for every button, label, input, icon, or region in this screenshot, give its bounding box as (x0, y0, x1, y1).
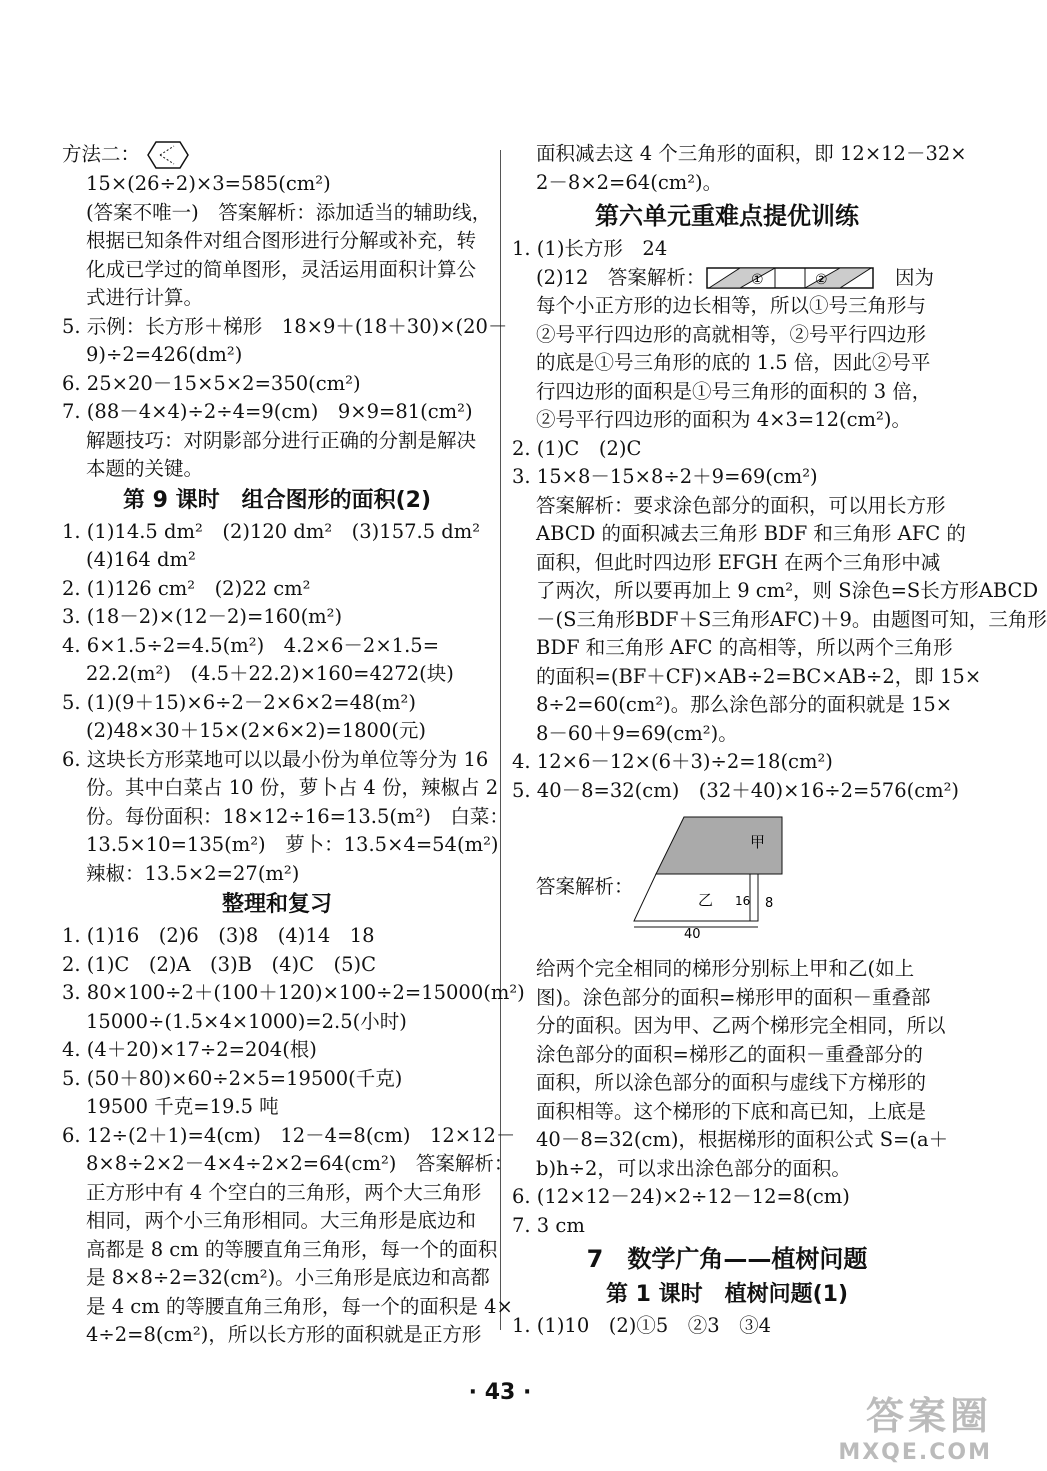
answer-line (512, 663, 982, 692)
answer-line (512, 1212, 942, 1241)
answer-line (62, 256, 492, 285)
line-text: (答案不唯一) 答案解析：添加适当的辅助线， (86, 200, 492, 224)
label-yi: 乙 (698, 891, 714, 909)
line-text: 9)÷2=426(dm²) (86, 343, 243, 366)
line-text: 7 数学广角——植树问题 (586, 1245, 868, 1273)
line-text: 5. 示例：长方形＋梯形 18×9＋(18＋30)×(20－ (62, 314, 508, 338)
line-text: 22.2(m²) (4.5＋22.2)×160=4272(块) (86, 662, 454, 685)
answer-line (62, 922, 492, 951)
answer-line (512, 720, 942, 749)
watermark-logo: 答案圈 (865, 1394, 992, 1438)
page-number: · 43 · (468, 1380, 532, 1405)
answer-line (512, 748, 942, 777)
line-text: 4. 12×6－12×(6＋3)÷2=18(cm²) (512, 750, 833, 773)
answer-line (512, 235, 942, 264)
line-text: 2. (1)C (2)C (512, 436, 642, 460)
line-text: 每个小正方形的边长相等，所以①号三角形与 (536, 294, 927, 317)
line-text: 是 8×8÷2=32(cm²)。小三角形是底边和高都 (86, 1266, 490, 1289)
line-text: ②号平行四边形的高就相等，②号平行四边形 (536, 322, 927, 346)
line-text: 分的面积。因为甲、乙两个梯形完全相同，所以 (536, 1014, 946, 1037)
line-text: 第六单元重难点提优训练 (595, 202, 859, 230)
answer-line (62, 1236, 498, 1265)
strip-diagram-icon (705, 265, 875, 291)
line-text: 40－8=32(cm)，根据梯形的面积公式 S=(a＋ (536, 1128, 949, 1151)
answer-line (512, 1126, 949, 1155)
answer-line (512, 492, 946, 521)
trapezoid-diagram (632, 809, 812, 942)
answer-line (512, 321, 942, 350)
line-text: ②号平行四边形的面积为 4×3=12(cm²)。 (536, 408, 911, 431)
answer-line (62, 979, 525, 1008)
line-text: 5. 40－8=32(cm) (32＋40)×16÷2=576(cm²) (512, 778, 960, 802)
line-text: －(S三角形BDF＋S三角形AFC)＋9。由题图可知，三角形 (536, 607, 1047, 631)
line-text: 1. (1)10 (2)①5 ②3 ③4 (512, 1314, 772, 1337)
answer-line (62, 831, 499, 860)
line-text: 5. (1)(9＋15)×6÷2－2×6×2=48(m²) (62, 690, 416, 714)
line-text: 第 1 课时 植树问题(1) (605, 1282, 849, 1307)
answer-line (512, 549, 942, 578)
line-text: 化成已学过的简单图形，灵活运用面积计算公 (86, 257, 477, 281)
line-text: 6. 25×20－15×5×2=350(cm²) (62, 371, 361, 395)
answer-line (62, 951, 492, 980)
answer-line (62, 199, 492, 228)
section-heading (62, 484, 492, 518)
line-text: 4. (4＋20)×17÷2=204(根) (62, 1038, 317, 1061)
answer-line (512, 264, 942, 293)
answer-line (62, 1065, 492, 1094)
line-text: 13.5×10=135(m²) 萝卜：13.5×4=54(m²) (86, 833, 499, 856)
answer-line (62, 284, 492, 313)
line-text: 份。其中白菜占 10 份，萝卜占 4 份，辣椒占 2 (86, 776, 499, 799)
line-text: 解题技巧：对阴影部分进行正确的分割是解决 (86, 428, 477, 452)
line-text: 8÷2=60(cm²)。那么涂色部分的面积就是 15× (536, 693, 953, 716)
answer-line (62, 603, 492, 632)
label-jia: 甲 (750, 833, 766, 851)
answer-line (62, 632, 492, 661)
right-column (512, 140, 1047, 1341)
answer-line (62, 575, 492, 604)
line-text: 是 4 cm 的等腰直角三角形，每一个的面积是 4× (86, 1294, 513, 1318)
line-text: 方法二： (62, 142, 141, 166)
answer-line (512, 378, 942, 407)
line-text: 3. 80×100÷2＋(100＋120)×100÷2=15000(m²) (62, 981, 525, 1004)
line-text-after: 因为 (875, 265, 934, 289)
answer-line (62, 689, 492, 718)
line-text: 8×8÷2×2－4×4÷2×2=64(cm²) 答案解析： (86, 1152, 514, 1175)
line-text: 3. (18－2)×(12－2)=160(m²) (62, 605, 343, 628)
answer-line (62, 746, 492, 775)
answer-line (512, 691, 953, 720)
line-text: 面积相等。这个梯形的下底和高已知，上底是 (536, 1099, 927, 1123)
answer-line (512, 777, 960, 806)
line-text: 面积减去这 4 个三角形的面积，即 12×12－32× (536, 142, 967, 165)
answer-line (62, 1036, 492, 1065)
watermark-url: MXQE.COM (838, 1440, 992, 1465)
answer-line (62, 860, 492, 889)
answer-line (62, 1179, 492, 1208)
answer-line (62, 717, 492, 746)
answer-line (512, 606, 1047, 635)
label-16: 16 (735, 894, 751, 908)
answer-line (62, 1008, 492, 1037)
answer-line (512, 984, 942, 1013)
answer-line (62, 1293, 513, 1322)
answer-line (512, 520, 966, 549)
watermark (838, 1385, 992, 1465)
answer-line (62, 1321, 492, 1350)
line-text: 整理和复习 (221, 892, 332, 917)
line-text: 的面积=(BF＋CF)×AB÷2=BC×AB÷2，即 15× (536, 664, 982, 688)
line-text: 6. 12÷(2＋1)=4(cm) 12－4=8(cm) 12×12－ (62, 1123, 516, 1147)
answer-line (512, 955, 942, 984)
line-text: 15000÷(1.5×4×1000)=2.5(小时) (86, 1009, 407, 1033)
line-text: 3. 15×8－15×8÷2＋9=69(cm²) (512, 465, 818, 488)
line-text: 7. 3 cm (512, 1213, 585, 1237)
answer-line (62, 313, 508, 342)
answer-line (512, 1041, 942, 1070)
line-text: 4. 6×1.5÷2=4.5(m²) 4.2×6－2×1.5= (62, 633, 440, 657)
answer-line (62, 546, 492, 575)
answer-line (62, 1264, 492, 1293)
section-heading (512, 197, 942, 235)
answer-line (62, 341, 492, 370)
circle-two-label: ② (815, 272, 828, 288)
line-text: 涂色部分的面积=梯形乙的面积－重叠部分的 (536, 1042, 923, 1066)
answer-line (512, 1312, 942, 1341)
line-text: 式进行计算。 (86, 286, 204, 309)
answer-line (512, 634, 953, 663)
section-heading (62, 888, 492, 922)
answer-line (62, 1150, 514, 1179)
answer-line (512, 435, 942, 464)
answer-line (512, 349, 942, 378)
answer-line (62, 140, 492, 170)
hexagon-figure-icon (146, 140, 190, 170)
answer-line (512, 1012, 946, 1041)
line-text: ABCD 的面积减去三角形 BDF 和三角形 AFC 的 (536, 522, 966, 545)
line-text: 6. (12×12－24)×2÷12－12=8(cm) (512, 1185, 850, 1208)
section-heading (512, 1240, 942, 1278)
answer-line (512, 1098, 942, 1127)
line-text: 答案解析： (536, 875, 634, 898)
line-text: 1. (1)16 (2)6 (3)8 (4)14 18 (62, 924, 375, 947)
line-text: 7. (88－4×4)÷2÷4=9(cm) 9×9=81(cm²) (62, 400, 473, 423)
left-column (62, 140, 525, 1350)
answer-line (512, 463, 942, 492)
line-text: 5. (50＋80)×60÷2×5=19500(千克) (62, 1066, 403, 1090)
answer-line (512, 169, 942, 198)
line-text: 本题的关键。 (86, 457, 204, 480)
answer-line (512, 140, 967, 169)
answer-line (512, 805, 942, 955)
line-text: 面积，所以涂色部分的面积与虚线下方梯形的 (536, 1071, 927, 1094)
answer-line (62, 1207, 492, 1236)
answer-line (512, 1183, 942, 1212)
label-8: 8 (765, 896, 774, 911)
answer-line (62, 774, 499, 803)
line-text: 相同，两个小三角形相同。大三角形是底边和 (86, 1209, 477, 1232)
line-text: 15×(26÷2)×3=585(cm²) (86, 172, 331, 195)
line-text: (2)48×30＋15×(2×6×2)=1800(元) (86, 719, 427, 742)
line-text: 2－8×2=64(cm²)。 (536, 170, 723, 194)
line-text: 1. (1)14.5 dm² (2)120 dm² (3)157.5 dm² (62, 519, 481, 543)
line-text: 1. (1)长方形 24 (512, 237, 668, 260)
line-text: 根据已知条件对组合图形进行分解或补充，转 (86, 229, 477, 252)
answer-line (62, 170, 492, 199)
line-text: 2. (1)126 cm² (2)22 cm² (62, 576, 311, 600)
line-text: 第 9 课时 组合图形的面积(2) (122, 487, 432, 513)
answer-line (512, 406, 942, 435)
section-heading (512, 1278, 942, 1312)
answer-line (62, 370, 492, 399)
answer-line (62, 427, 492, 456)
line-text: 给两个完全相同的梯形分别标上甲和乙(如上 (536, 957, 915, 980)
line-text: 份。每份面积：18×12÷16=13.5(m²) 白菜： (86, 804, 509, 828)
line-text: 面积，但此时四边形 EFGH 在两个三角形中减 (536, 550, 941, 574)
circle-one-label: ① (751, 272, 764, 288)
answer-line (512, 577, 1039, 606)
answer-line (62, 518, 492, 547)
line-text: 6. 这块长方形菜地可以以最小份为单位等分为 16 (62, 747, 489, 771)
answer-line (62, 1122, 516, 1151)
answer-line (512, 292, 942, 321)
answer-line (62, 398, 492, 427)
line-text: 图)。涂色部分的面积=梯形甲的面积－重叠部 (536, 985, 931, 1009)
line-text: BDF 和三角形 AFC 的高相等，所以两个三角形 (536, 636, 953, 659)
answer-line (62, 227, 492, 256)
answer-line (62, 455, 492, 484)
answer-line (62, 660, 492, 689)
line-text: 辣椒：13.5×2=27(m²) (86, 861, 300, 885)
line-text: (4)164 dm² (86, 548, 196, 571)
answer-line (62, 1093, 492, 1122)
line-text: 8－60＋9=69(cm²)。 (536, 721, 738, 745)
line-text: 正方形中有 4 个空白的三角形，两个大三角形 (86, 1180, 482, 1204)
line-text: b)h÷2，可以求出涂色部分的面积。 (536, 1156, 851, 1180)
line-text: 的底是①号三角形的底的 1.5 倍，因此②号平 (536, 351, 931, 374)
line-text: 行四边形的面积是①号三角形的面积的 3 倍， (536, 379, 932, 403)
line-text: 19500 千克=19.5 吨 (86, 1095, 279, 1118)
line-text: 高都是 8 cm 的等腰直角三角形，每一个的面积 (86, 1237, 498, 1261)
label-40: 40 (684, 927, 701, 942)
line-text: (2)12 答案解析： (536, 265, 706, 289)
answer-line (512, 1155, 942, 1184)
line-text: 了两次，所以要再加上 9 cm²，则 S涂色=S长方形ABCD (536, 579, 1039, 602)
line-text: 4÷2=8(cm²)，所以长方形的面积就是正方形 (86, 1323, 482, 1346)
line-text: 2. (1)C (2)A (3)B (4)C (5)C (62, 952, 377, 976)
line-text: 答案解析：要求涂色部分的面积，可以用长方形 (536, 493, 946, 517)
answer-line (62, 803, 509, 832)
answer-line (512, 1069, 942, 1098)
